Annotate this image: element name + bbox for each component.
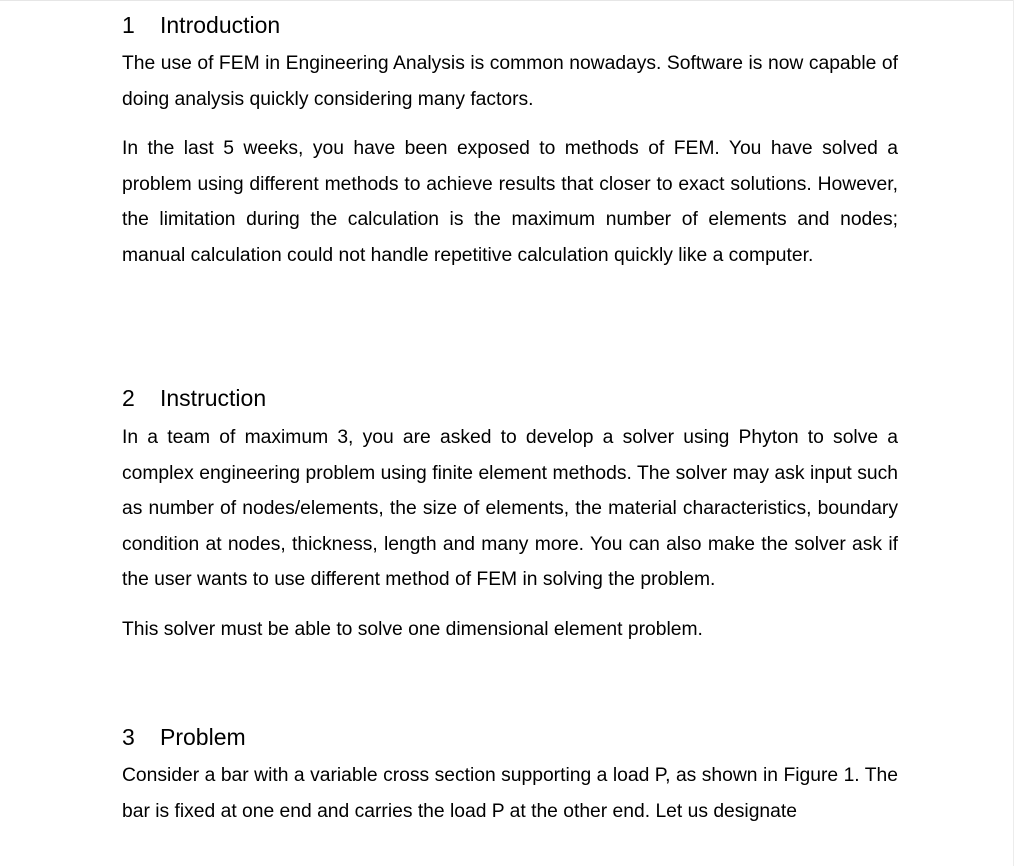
section-3-paragraph-1: Consider a bar with a variable cross section supporting a load P, as shown in Figure 1. The bar is fixed at one end and carries the load P at the other end. Let us designate: [122, 765, 898, 822]
section-3-heading: [122, 723, 246, 751]
section-2-number: 2: [122, 385, 135, 411]
section-1-paragraph-2: In the last 5 weeks, you have been exposed to methods of FEM. You have solved a problem using different methods to achieve results that closer to exact solutions. However, the limitation during the calculation is the maximum number of elements and nodes; manual calculation could not handle repetitive calculation quickly like a computer.: [122, 138, 898, 266]
section-1-heading: [122, 11, 280, 39]
section-2-paragraph-1: In a team of maximum 3, you are asked to develop a solver using Phyton to solve a complex engineering problem using finite element methods. The solver may ask input such as number of nodes/elements, the size of elements, the material characteristics, boundary condition at nodes, thickness, length and many more. You can also make the solver ask if the user wants to use different method of FEM in solving the problem.: [122, 427, 898, 591]
section-1-paragraph-1: The use of FEM in Engineering Analysis is common nowadays. Software is now capable of doing analysis quickly considering many factors.: [122, 53, 898, 110]
section-3-number: 3: [122, 724, 135, 750]
page-right-edge: [1013, 0, 1021, 866]
section-2-title: Instruction: [160, 385, 267, 411]
section-2-paragraph-2: This solver must be able to solve one dimensional element problem.: [122, 619, 703, 640]
section-1-title: Introduction: [160, 12, 281, 38]
section-1-number: 1: [122, 12, 135, 38]
section-2-heading: [122, 384, 266, 412]
section-3-title: Problem: [160, 724, 246, 750]
page-top-border: [0, 0, 1014, 1]
